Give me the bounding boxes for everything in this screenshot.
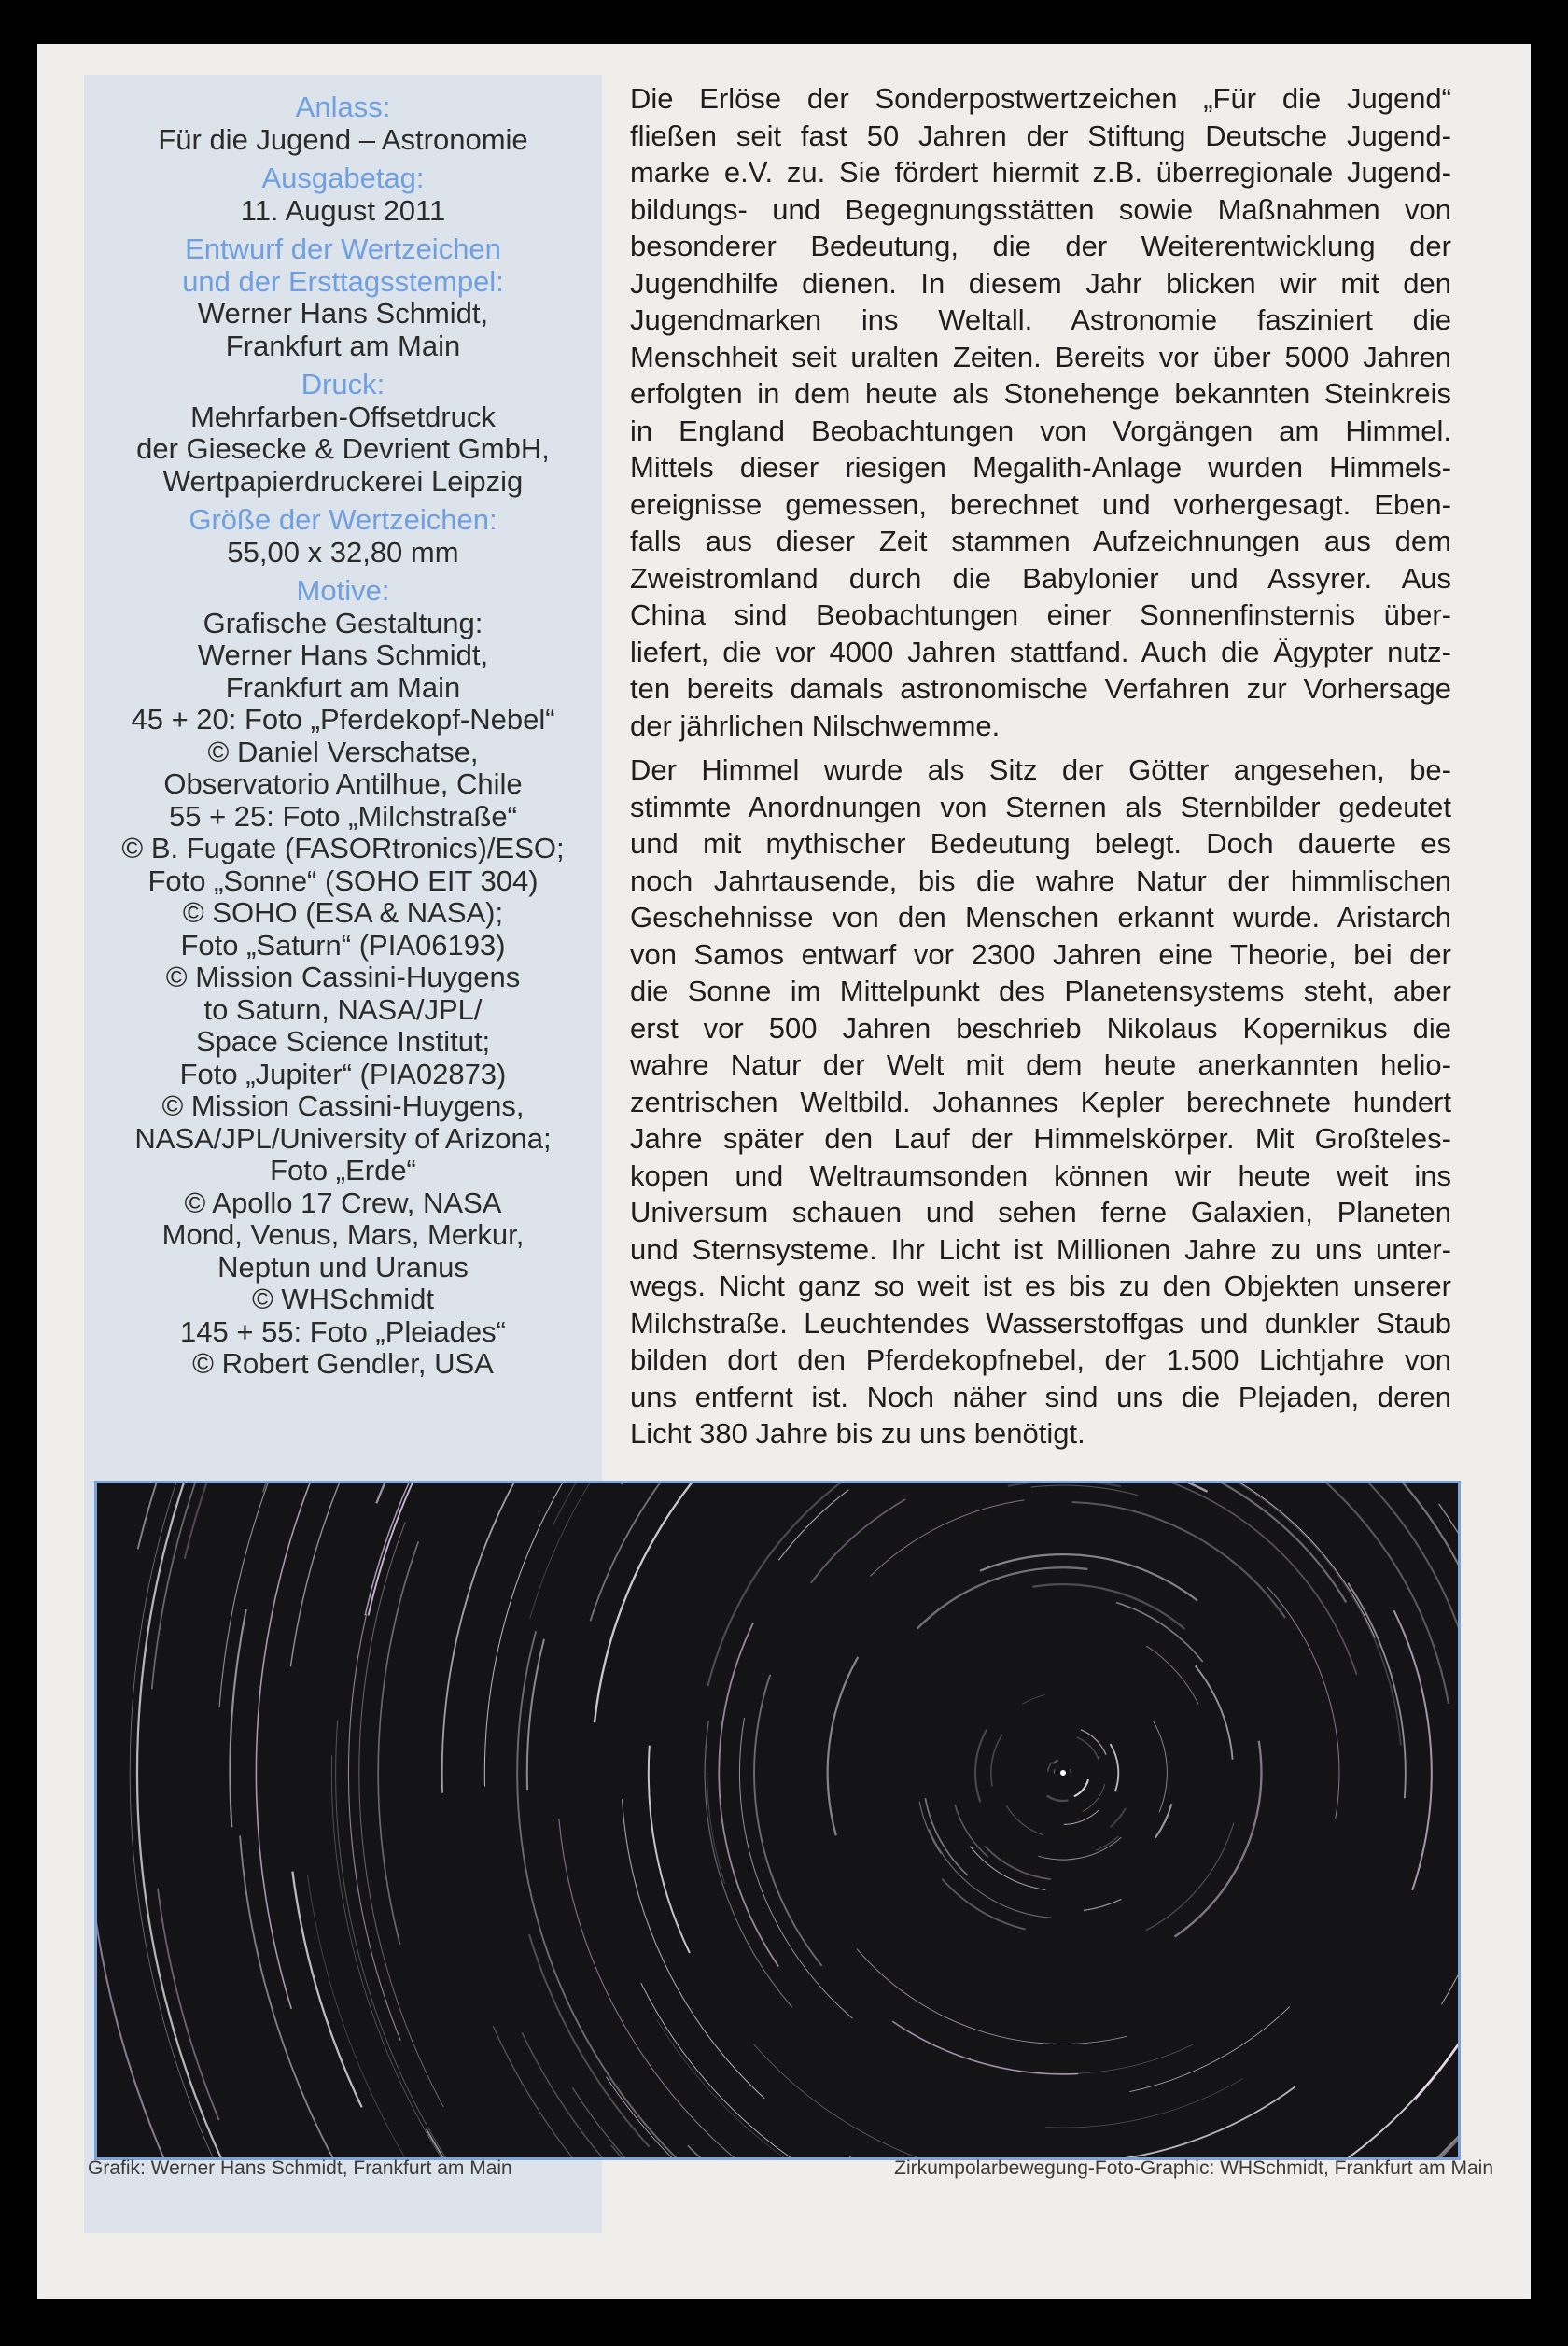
paragraph-2 [630, 752, 1451, 1453]
stamp-facts [84, 91, 602, 1387]
fact-label: Entwurf der Wertzeichen [185, 232, 501, 265]
fact-value: © Apollo 17 Crew, NASA [184, 1186, 502, 1219]
text-line: Jugendmarken ins Weltall. Astronomie fasziniert die [630, 303, 1451, 336]
text-line: Mittels dieser riesigen Megalith-Anlage wurden Himmels- [630, 451, 1451, 484]
text-line: marke e.V. zu. Sie fördert hiermit z.B. überregionale Jugend- [630, 156, 1451, 189]
fact-value: Observatorio Antilhue, Chile [163, 767, 523, 800]
text-line: besonderer Bedeutung, die der Weiterentwicklung der [630, 230, 1451, 262]
fact-value: Foto „Sonne“ (SOHO EIT 304) [147, 864, 539, 897]
fact-value: Werner Hans Schmidt, [197, 639, 489, 671]
text-line: Jahre später den Lauf der Himmelskörper. Mit Großteles- [630, 1122, 1451, 1155]
fact-value: 145 + 55: Foto „Pleiades“ [180, 1314, 506, 1348]
fact-value: © Mission Cassini-Huygens [165, 961, 521, 993]
fact-value: Frankfurt am Main [225, 329, 461, 362]
text-line: Geschehnisse von den Menschen erkannt wurde. Aristarch [630, 901, 1451, 934]
text-line: erst vor 500 Jahren beschrieb Nikolaus Kopernikus die [630, 1011, 1451, 1045]
fact-motifs [84, 575, 602, 1381]
fact-label: Motive: [296, 574, 390, 607]
text-line: und mit mythischer Bedeutung belegt. Doch dauerte es [630, 827, 1451, 860]
text-line: liefert, die vor 4000 Jahren stattfand. Auch die Ägypter nutz- [630, 635, 1451, 668]
caption-graphic-credit: Grafik: Werner Hans Schmidt, Frankfurt am Main [88, 2157, 512, 2179]
text-line: stimmte Anordnungen von Sternen als Sternbilder gedeutet [630, 790, 1451, 823]
fact-value: der Giesecke & Devrient GmbH, [136, 432, 550, 465]
fact-value: NASA/JPL/University of Arizona; [134, 1121, 552, 1155]
fact-value: Foto „Erde“ [270, 1154, 416, 1187]
text-line: von Samos entwarf vor 2300 Jahren eine Theorie, bei der [630, 937, 1451, 971]
text-line: Jugendhilfe dienen. In diesem Jahr blicken wir mit den [630, 266, 1451, 300]
fact-value: 45 + 20: Foto „Pferdekopf-Nebel“ [131, 703, 555, 736]
fact-print [84, 369, 602, 498]
fact-label: und der Ersttagsstempel: [182, 264, 504, 298]
text-line: wahre Natur der Welt mit dem heute anerkannten helio- [630, 1048, 1451, 1081]
text-line: erfolgten in dem heute als Stonehenge bekannten Steinkreis [630, 377, 1451, 410]
text-line: Die Erlöse der Sonderpostwertzeichen „Für die Jugend“ [630, 82, 1451, 115]
fact-issue-date [84, 162, 602, 227]
fact-value: Foto „Saturn“ (PIA06193) [180, 928, 506, 962]
fact-value: Space Science Institut; [195, 1025, 491, 1058]
fact-value: Neptun und Uranus [217, 1250, 469, 1284]
fact-value: © Mission Cassini-Huygens, [161, 1089, 525, 1122]
fact-value: Mond, Venus, Mars, Merkur, [161, 1218, 525, 1251]
star-trails-image [97, 1483, 1458, 2157]
text-line: bilden dort den Pferdekopfnebel, der 1.500 Lichtjahre von [630, 1343, 1451, 1376]
fact-value: © B. Fugate (FASORtronics)/ESO; [121, 832, 565, 864]
text-line: falls aus dieser Zeit stammen Aufzeichnungen aus dem [630, 525, 1451, 557]
fact-value: Frankfurt am Main [225, 670, 461, 704]
fact-label: Druck: [301, 368, 385, 400]
pole-star [1060, 1770, 1066, 1776]
text-line: Zweistromland durch die Babylonier und Assyrer. Aus [630, 561, 1451, 595]
fact-value: Für die Jugend – Astronomie [158, 122, 528, 156]
fact-value: to Saturn, NASA/JPL/ [203, 992, 483, 1026]
fact-occasion [84, 91, 602, 156]
fact-value: © SOHO (ESA & NASA); [182, 896, 504, 929]
text-line: und Sternsysteme. Ihr Licht ist Millionen Jahre zu uns unter- [630, 1232, 1451, 1266]
text-line: zentrischen Weltbild. Johannes Kepler berechnete hundert [630, 1085, 1451, 1118]
fact-value: 55,00 x 32,80 mm [227, 535, 459, 569]
text-line: die Sonne im Mittelpunkt des Planetensystems steht, aber [630, 975, 1451, 1007]
fact-value: Grafische Gestaltung: [203, 606, 483, 639]
fact-value: Foto „Jupiter“ (PIA02873) [179, 1057, 507, 1090]
paragraph-1 [630, 80, 1451, 744]
text-line: noch Jahrtausende, bis die wahre Natur der himmlischen [630, 864, 1451, 897]
article-body [630, 80, 1451, 1460]
text-line: China sind Beobachtungen einer Sonnenfinsternis über- [630, 598, 1451, 631]
fact-value: © Daniel Verschatse, [207, 735, 479, 768]
text-line: Universum schauen und sehen ferne Galaxien, Planeten [630, 1196, 1451, 1229]
fact-label: Größe der Wertzeichen: [189, 503, 497, 536]
text-line: uns entfernt ist. Noch näher sind uns die Plejaden, deren [630, 1380, 1451, 1413]
fact-label: Ausgabetag: [261, 162, 425, 194]
text-line: Milchstraße. Leuchtendes Wasserstoffgas und dunkler Staub [630, 1306, 1451, 1340]
text-line: Menschheit seit uralten Zeiten. Bereits vor über 5000 Jahren [630, 340, 1451, 373]
text-line: ten bereits damals astronomische Verfahren zur Vorhersage [630, 672, 1451, 705]
fact-value: © Robert Gendler, USA [192, 1347, 494, 1380]
fact-design [84, 233, 602, 362]
star-trails-photo [94, 1481, 1461, 2160]
fact-size [84, 504, 602, 569]
text-line: wegs. Nicht ganz so weit ist es bis zu den Objekten unserer [630, 1270, 1451, 1302]
text-line: fließen seit fast 50 Jahren der Stiftung Deutsche Jugend- [630, 119, 1451, 152]
text-line: Licht 380 Jahre bis zu uns benötigt. [630, 1417, 1085, 1450]
text-line: der jährlichen Nilschwemme. [630, 709, 1001, 742]
text-line: ereignisse gemessen, berechnet und vorhergesagt. Eben- [630, 487, 1451, 521]
fact-value: Werner Hans Schmidt, [197, 297, 489, 330]
caption-photo-credit: Zirkumpolarbewegung-Foto-Graphic: WHSchmidt, Frankfurt am Main [894, 2157, 1493, 2179]
fact-value: © WHSchmidt [251, 1283, 435, 1315]
fact-value: 55 + 25: Foto „Milchstraße“ [169, 799, 517, 833]
fact-value: Mehrfarben-Offsetdruck [190, 400, 496, 433]
text-line: in England Beobachtungen von Vorgängen am Himmel. [630, 414, 1451, 447]
fact-value: 11. August 2011 [240, 193, 446, 227]
fact-value: Wertpapierdruckerei Leipzig [162, 464, 524, 498]
text-line: Der Himmel wurde als Sitz der Götter angesehen, be- [630, 753, 1451, 786]
fact-label: Anlass: [295, 91, 391, 123]
text-line: bildungs- und Begegnungsstätten sowie Maßnahmen von [630, 192, 1451, 226]
text-line: kopen und Weltraumsonden können wir heute weit ins [630, 1159, 1451, 1192]
night-sky [97, 1483, 1458, 2157]
